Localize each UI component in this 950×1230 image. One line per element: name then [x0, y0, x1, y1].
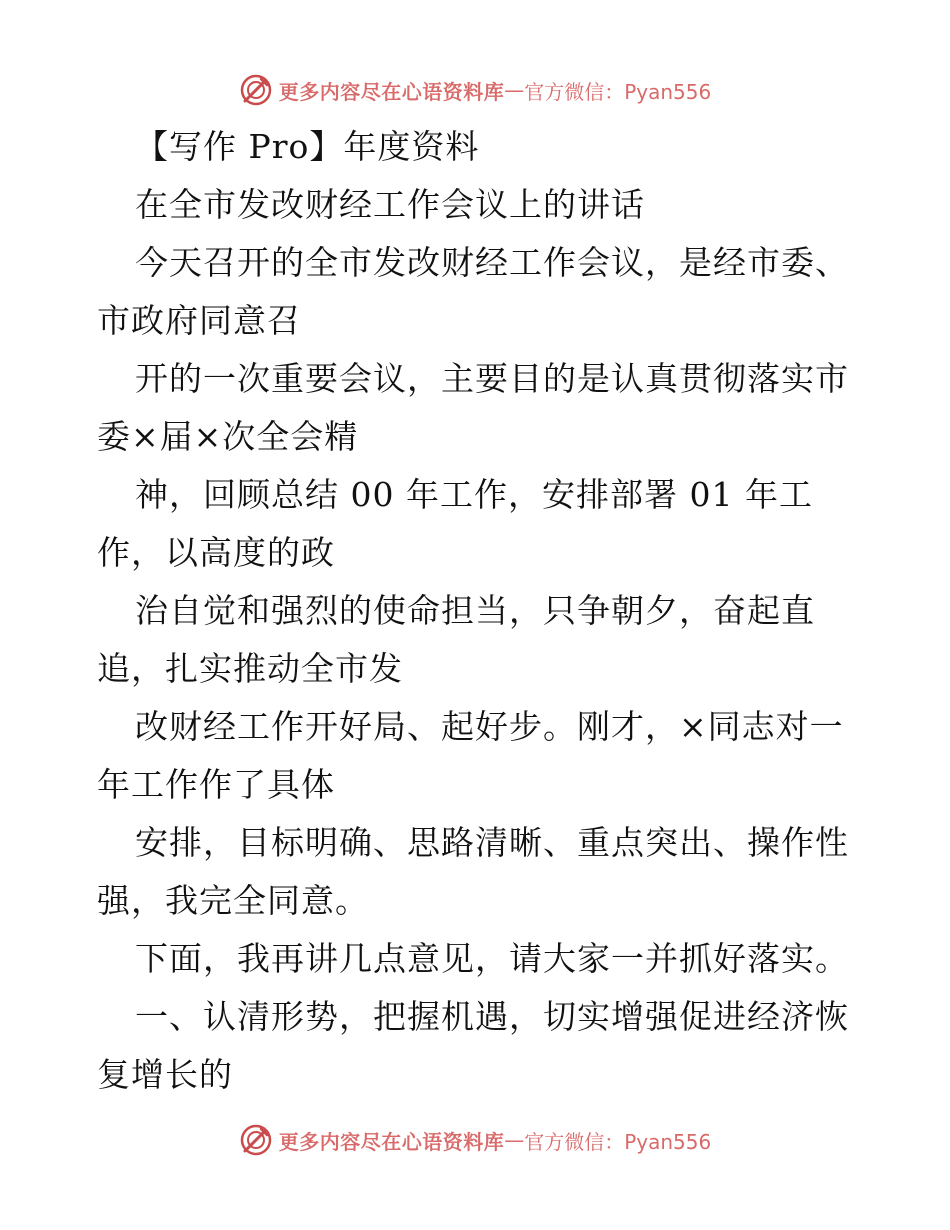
text-line: 强，我完全同意。 [97, 881, 369, 920]
text-line: 作，以高度的政 [97, 533, 335, 572]
text-line: 在全市发改财经工作会议上的讲话 [135, 185, 645, 224]
text-line: 复增长的 [97, 1055, 233, 1094]
text-line: 【写作 Pro】年度资料 [135, 127, 480, 166]
text-line: 今天召开的全市发改财经工作会议，是经市委、 [135, 243, 849, 282]
text-line: 委×届×次全会精 [97, 417, 359, 456]
watermark-dash: — [504, 78, 525, 102]
text-line: 下面，我再讲几点意见，请大家一并抓好落实。 [135, 939, 849, 978]
text-line: 市政府同意召 [97, 301, 301, 340]
watermark-text: 更多内容尽在心语资料库 [278, 1129, 505, 1154]
text-line: 一、认清形势，把握机遇，切实增强促进经济恢 [135, 997, 849, 1036]
watermark-dash: — [504, 1128, 525, 1152]
text-line: 改财经工作开好局、起好步。刚才，×同志对一 [135, 707, 844, 746]
footer-watermark-banner [0, 1120, 950, 1160]
header-watermark-banner [0, 70, 950, 110]
watermark-wechat: 官方微信：Pyan556 [524, 79, 712, 104]
watermark-text: 更多内容尽在心语资料库 [278, 79, 505, 104]
watermark-wechat: 官方微信：Pyan556 [524, 1129, 712, 1154]
text-line: 安排，目标明确、思路清晰、重点突出、操作性 [135, 823, 849, 862]
document-body [97, 118, 857, 1104]
text-line: 神，回顾总结 00 年工作，安排部署 01 年工 [135, 475, 813, 514]
text-line: 开的一次重要会议，主要目的是认真贯彻落实市 [135, 359, 849, 398]
text-line: 治自觉和强烈的使命担当，只争朝夕，奋起直 [135, 591, 815, 630]
logo-icon [239, 73, 273, 107]
text-line: 追，扎实推动全市发 [97, 649, 403, 688]
logo-icon [239, 1123, 273, 1157]
text-line: 年工作作了具体 [97, 765, 335, 804]
